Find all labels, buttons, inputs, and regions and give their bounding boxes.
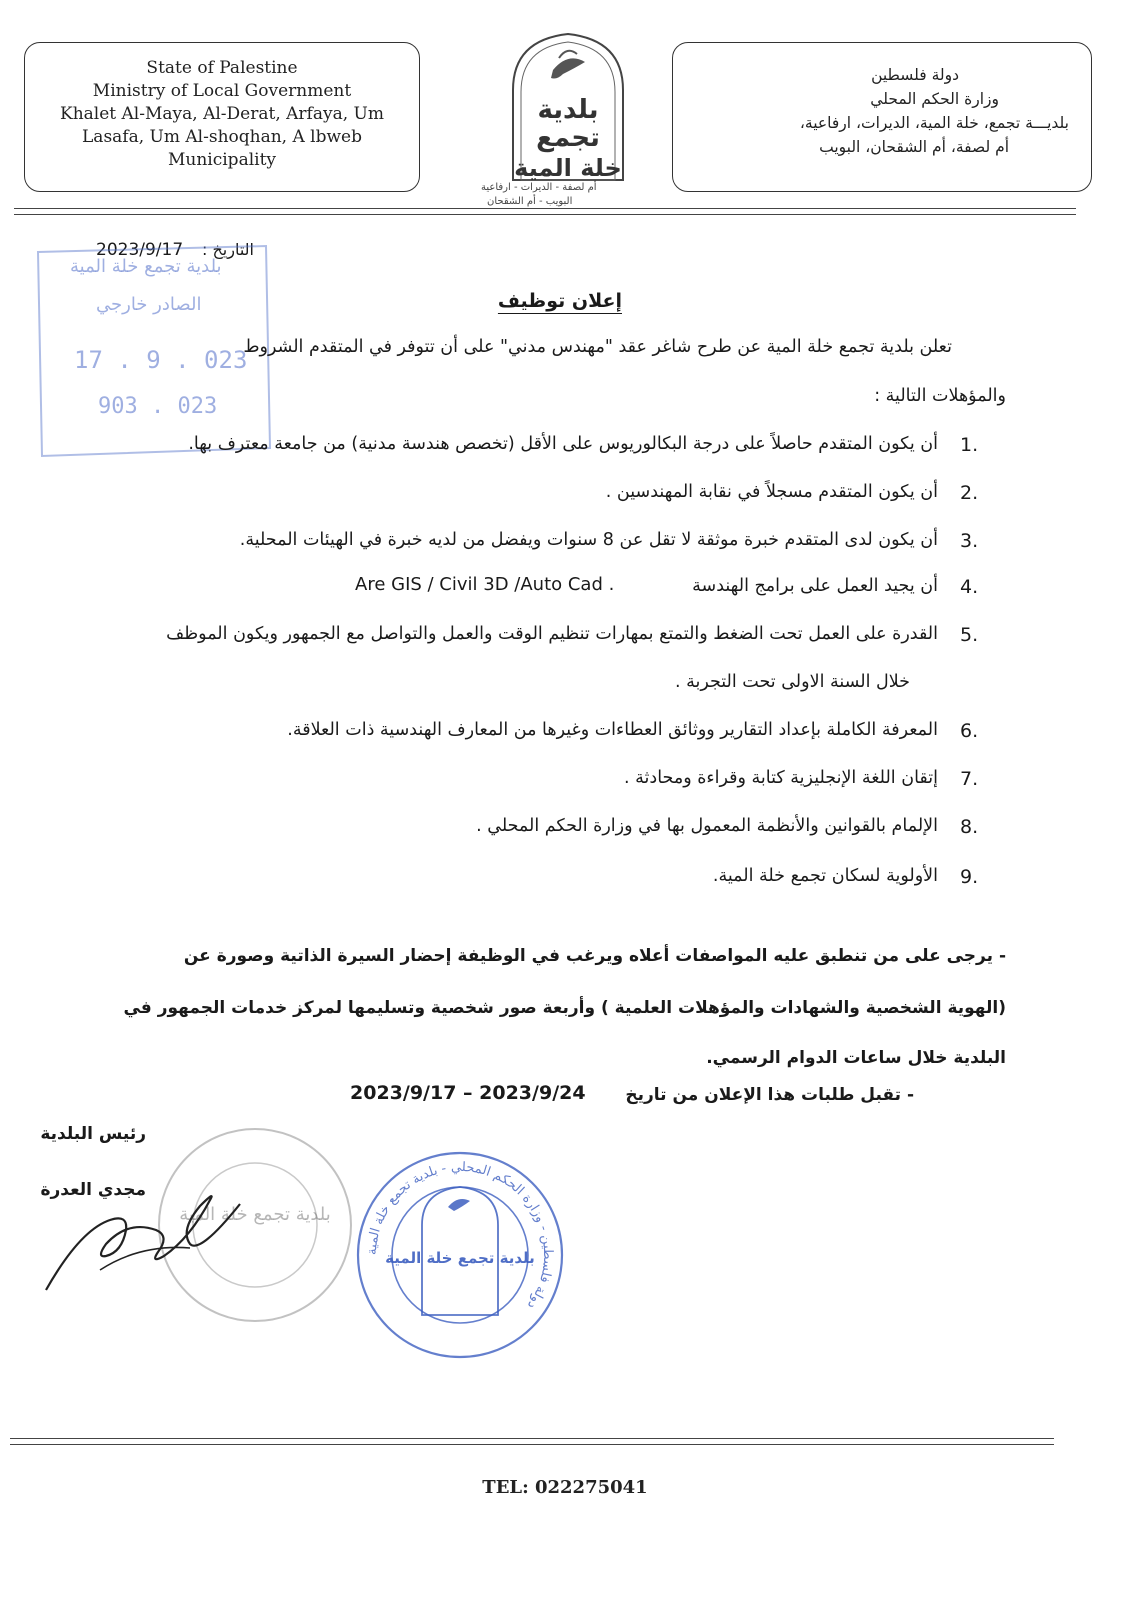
- condition-2-number: 2.: [960, 482, 979, 504]
- mayor-signature: [40, 1160, 260, 1300]
- header-ar-line-2: وزارة الحكم المحلي: [870, 90, 999, 108]
- footer-divider-2: [10, 1444, 1054, 1445]
- period-range: 2023/9/17 – 2023/9/24: [350, 1082, 586, 1104]
- signoff-name: مجدي العدرة: [40, 1180, 146, 1200]
- header-en-line-1: State of Palestine: [146, 58, 298, 78]
- condition-5-number: 5.: [960, 624, 979, 646]
- stamp-date: 17 . 9 . 023: [74, 346, 248, 374]
- condition-4-number: 4.: [960, 576, 979, 598]
- header-english-box: [24, 42, 420, 192]
- condition-9-text: الأولوية لسكان تجمع خلة المية.: [712, 866, 938, 886]
- svg-text:بلدية تجمع خلة المية: بلدية تجمع خلة المية: [179, 1204, 331, 1225]
- header-en-line-5: Municipality: [167, 150, 277, 170]
- svg-text:دولة فلسطين - وزارة الحكم المح: دولة فلسطين - وزارة الحكم المحلي - بلدية تجمع خلة المية: [364, 1159, 556, 1312]
- date-label: التاريخ :: [201, 240, 254, 259]
- footer-telephone: TEL: 022275041: [482, 1477, 648, 1498]
- condition-5-text: القدرة على العمل تحت الضغط والتمتع بمهارات تنظيم الوقت والعمل والتواصل مع الجمهور ويكون الموظف: [166, 624, 938, 644]
- date-value: 2023/9/17: [96, 240, 184, 260]
- condition-4-software: Are GIS / Civil 3D /Auto Cad .: [355, 574, 615, 595]
- condition-9-number: 9.: [960, 866, 979, 888]
- svg-text:تجمع: تجمع: [536, 123, 600, 153]
- stamp-line-1: بلدية تجمع خلة المية: [70, 256, 222, 277]
- condition-2-text: أن يكون المتقدم مسجلاً في نقابة المهندسين .: [605, 482, 938, 502]
- header-en-line-2: Ministry of Local Government: [92, 81, 352, 101]
- svg-text:بلدية: بلدية: [537, 95, 599, 125]
- stamp-line-2: الصادر خارجي: [96, 294, 202, 315]
- header-ar-line-3: بلديـــة تجمع، خلة المية، الديرات، ارفاعية،: [799, 114, 1069, 132]
- apply-line-2: (الهوية الشخصية والشهادات والمؤهلات العلمية ) وأربعة صور شخصية وتسليمها لمركز خدمات الجمهور في: [123, 998, 1006, 1018]
- official-municipal-seal: [350, 1145, 570, 1365]
- signoff-title: رئيس البلدية: [40, 1124, 146, 1144]
- header-ar-line-4: أم لصفة، أم الشقحان، البويب: [819, 138, 1009, 156]
- footer-divider: [10, 1438, 1054, 1439]
- condition-3-text: أن يكون لدى المتقدم خبرة موثقة لا تقل عن 8 سنوات ويفضل من لديه خبرة في الهيئات المحلية.: [239, 530, 938, 550]
- logo-subtitle-1: أم لصفة - الديرات - ارفاعية: [481, 182, 597, 193]
- header-divider: [14, 208, 1076, 209]
- municipality-logo: [481, 30, 643, 210]
- header-en-line-3: Khalet Al-Maya, Al-Derat, Arfaya, Um: [60, 104, 384, 124]
- intro-line-2: والمؤهلات التالية :: [874, 386, 1006, 406]
- condition-6-number: 6.: [960, 720, 979, 742]
- intro-line-1: تعلن بلدية تجمع خلة المية عن طرح شاغر عقد "مهندس مدني" على أن تتوفر في المتقدم الشروط: [243, 337, 952, 357]
- condition-1-text: أن يكون المتقدم حاصلاً على درجة البكالوريوس على الأقل (تخصص هندسة مدنية) من جامعة معترف بها.: [188, 434, 938, 454]
- header-en-line-4: Lasafa, Um Al-shoqhan, A lbweb: [82, 127, 362, 147]
- condition-5-text-cont: خلال السنة الاولى تحت التجربة .: [674, 672, 910, 692]
- apply-line-1: - يرجى على من تنطبق عليه المواصفات أعلاه ويرغب في الوظيفة إحضار السيرة الذاتية وصورة عن: [183, 946, 1006, 966]
- svg-text:بلدية تجمع خلة المية: بلدية تجمع خلة المية: [385, 1249, 535, 1267]
- condition-8-text: الإلمام بالقوانين والأنظمة المعمول بها في وزارة الحكم المحلي .: [476, 816, 938, 836]
- page-title: إعلان توظيف: [497, 290, 622, 312]
- condition-8-number: 8.: [960, 816, 979, 838]
- condition-6-text: المعرفة الكاملة بإعداد التقارير ووثائق العطاءات وغيرها من المعارف الهندسية ذات العلاقة.: [287, 720, 938, 740]
- condition-7-number: 7.: [960, 768, 979, 790]
- condition-1-number: 1.: [960, 434, 979, 456]
- svg-text:خلة المية: خلة المية: [514, 154, 622, 182]
- header-arabic-box: [672, 42, 1092, 192]
- header-divider-2: [14, 214, 1076, 215]
- apply-line-3: البلدية خلال ساعات الدوام الرسمي.: [706, 1048, 1006, 1068]
- condition-3-number: 3.: [960, 530, 979, 552]
- logo-subtitle-2: البويب - أم الشقحان: [487, 196, 573, 207]
- condition-7-text: إتقان اللغة الإنجليزية كتابة وقراءة ومحادثة .: [624, 768, 938, 788]
- stamp-number: 903 . 023: [98, 394, 218, 419]
- period-label: - تقبل طلبات هذا الإعلان من تاريخ: [625, 1085, 914, 1105]
- condition-4-text: أن يجيد العمل على برامج الهندسة: [692, 576, 938, 596]
- header-ar-line-1: دولة فلسطين: [871, 66, 959, 84]
